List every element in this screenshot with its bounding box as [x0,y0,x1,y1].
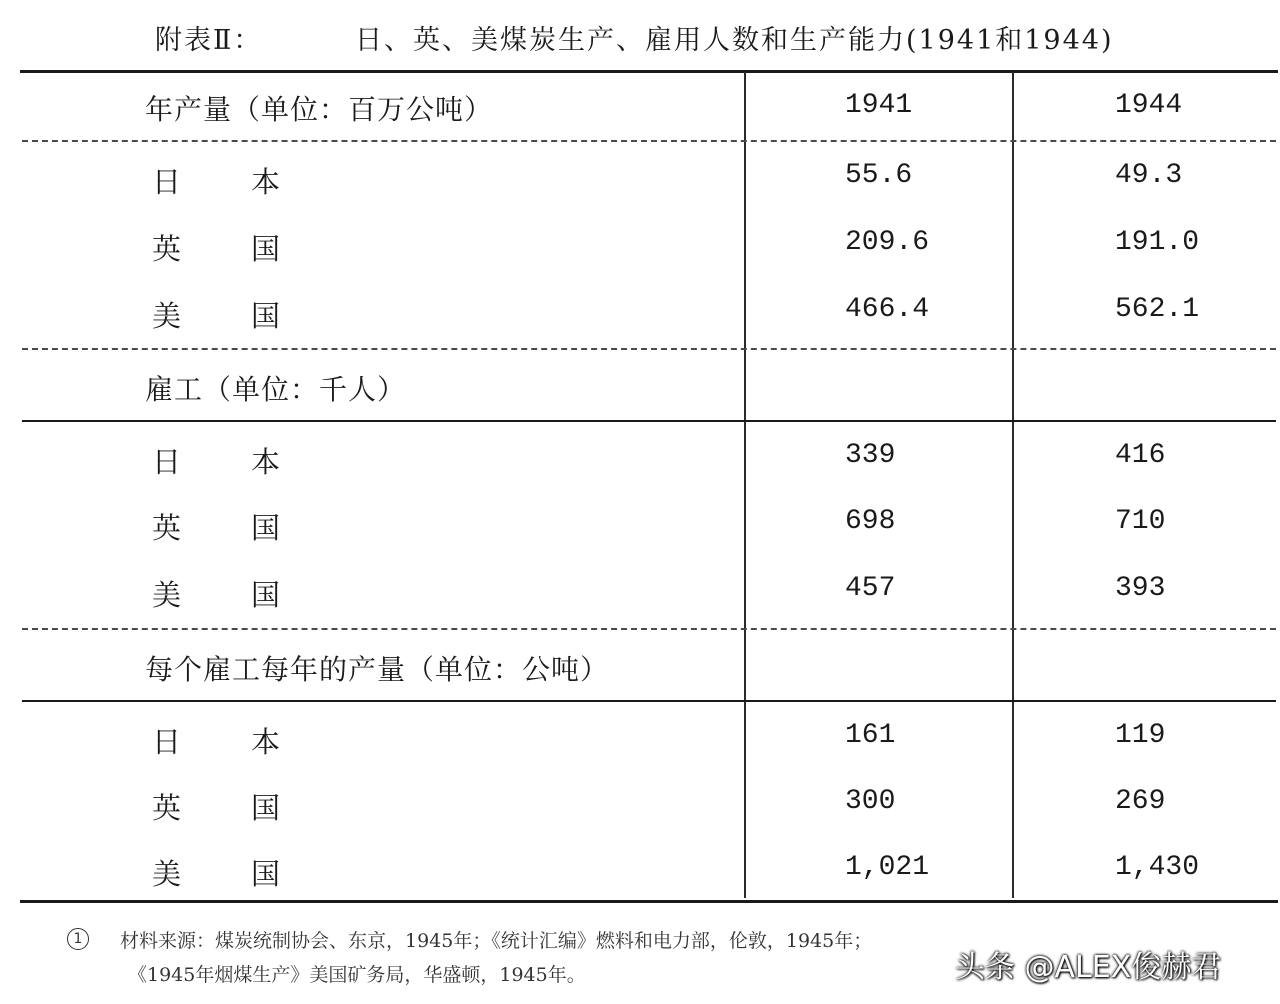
value-1944: 1,430 [1115,852,1200,883]
value-1941: 161 [845,720,896,751]
section-1-header-rule [22,140,1276,142]
watermark: 头条 @ALEX俊赫君 [955,950,1222,985]
value-1944: 393 [1115,573,1166,604]
table-row [0,440,1280,490]
table-row [0,720,1280,770]
section-2-end-rule [22,628,1276,630]
value-1941: 1,021 [845,852,930,883]
value-1944: 562.1 [1115,294,1200,325]
country-label: 英国 [152,232,351,266]
value-1941: 457 [845,573,896,604]
value-1941: 55.6 [845,160,913,191]
value-1944: 269 [1115,786,1166,817]
column-header-1944: 1944 [1115,90,1183,121]
country-label: 日本 [152,725,351,759]
section-1-end-rule [22,348,1276,350]
footnote-marker: 1 [67,928,89,950]
country-label: 英国 [152,511,351,545]
column-header-1941: 1941 [845,90,913,121]
country-label: 美国 [152,578,351,612]
bottom-rule [20,900,1278,903]
value-1944: 119 [1115,720,1166,751]
section-3-header-rule [22,700,1276,702]
table-row [0,160,1280,210]
country-label: 美国 [152,857,351,891]
table-row [0,227,1280,277]
table-title: 日、英、美煤炭生产、雇用人数和生产能力(1941和1944) [355,25,1114,56]
country-label: 英国 [152,791,351,825]
value-1941: 339 [845,440,896,471]
top-rule [20,70,1278,73]
country-label: 日本 [152,165,351,199]
table-title-prefix: 附表Ⅱ： [155,25,263,56]
value-1941: 698 [845,506,896,537]
value-1941: 300 [845,786,896,817]
table-row [0,294,1280,344]
value-1941: 209.6 [845,227,930,258]
section-2-header-rule [22,420,1276,422]
footnote-line-1: 材料来源：煤炭统制协会、东京，1945年；《统计汇编》燃料和电力部，伦敦，1945年； [120,930,873,952]
table-row [0,506,1280,556]
value-1944: 710 [1115,506,1166,537]
country-label: 美国 [152,299,351,333]
value-1944: 416 [1115,440,1166,471]
table-row [0,786,1280,836]
country-label: 日本 [152,445,351,479]
footnote-line-2: 《1945年烟煤生产》美国矿务局，华盛顿，1945年。 [128,964,586,986]
section-header-output-per-employee: 每个雇工每年的产量（单位：公吨） [145,653,610,686]
table-row [0,852,1280,902]
value-1941: 466.4 [845,294,930,325]
section-header-employees: 雇工（单位：千人） [145,373,407,406]
section-header-annual-output: 年产量（单位：百万公吨） [145,93,494,126]
value-1944: 49.3 [1115,160,1183,191]
value-1944: 191.0 [1115,227,1200,258]
table-row [0,573,1280,623]
